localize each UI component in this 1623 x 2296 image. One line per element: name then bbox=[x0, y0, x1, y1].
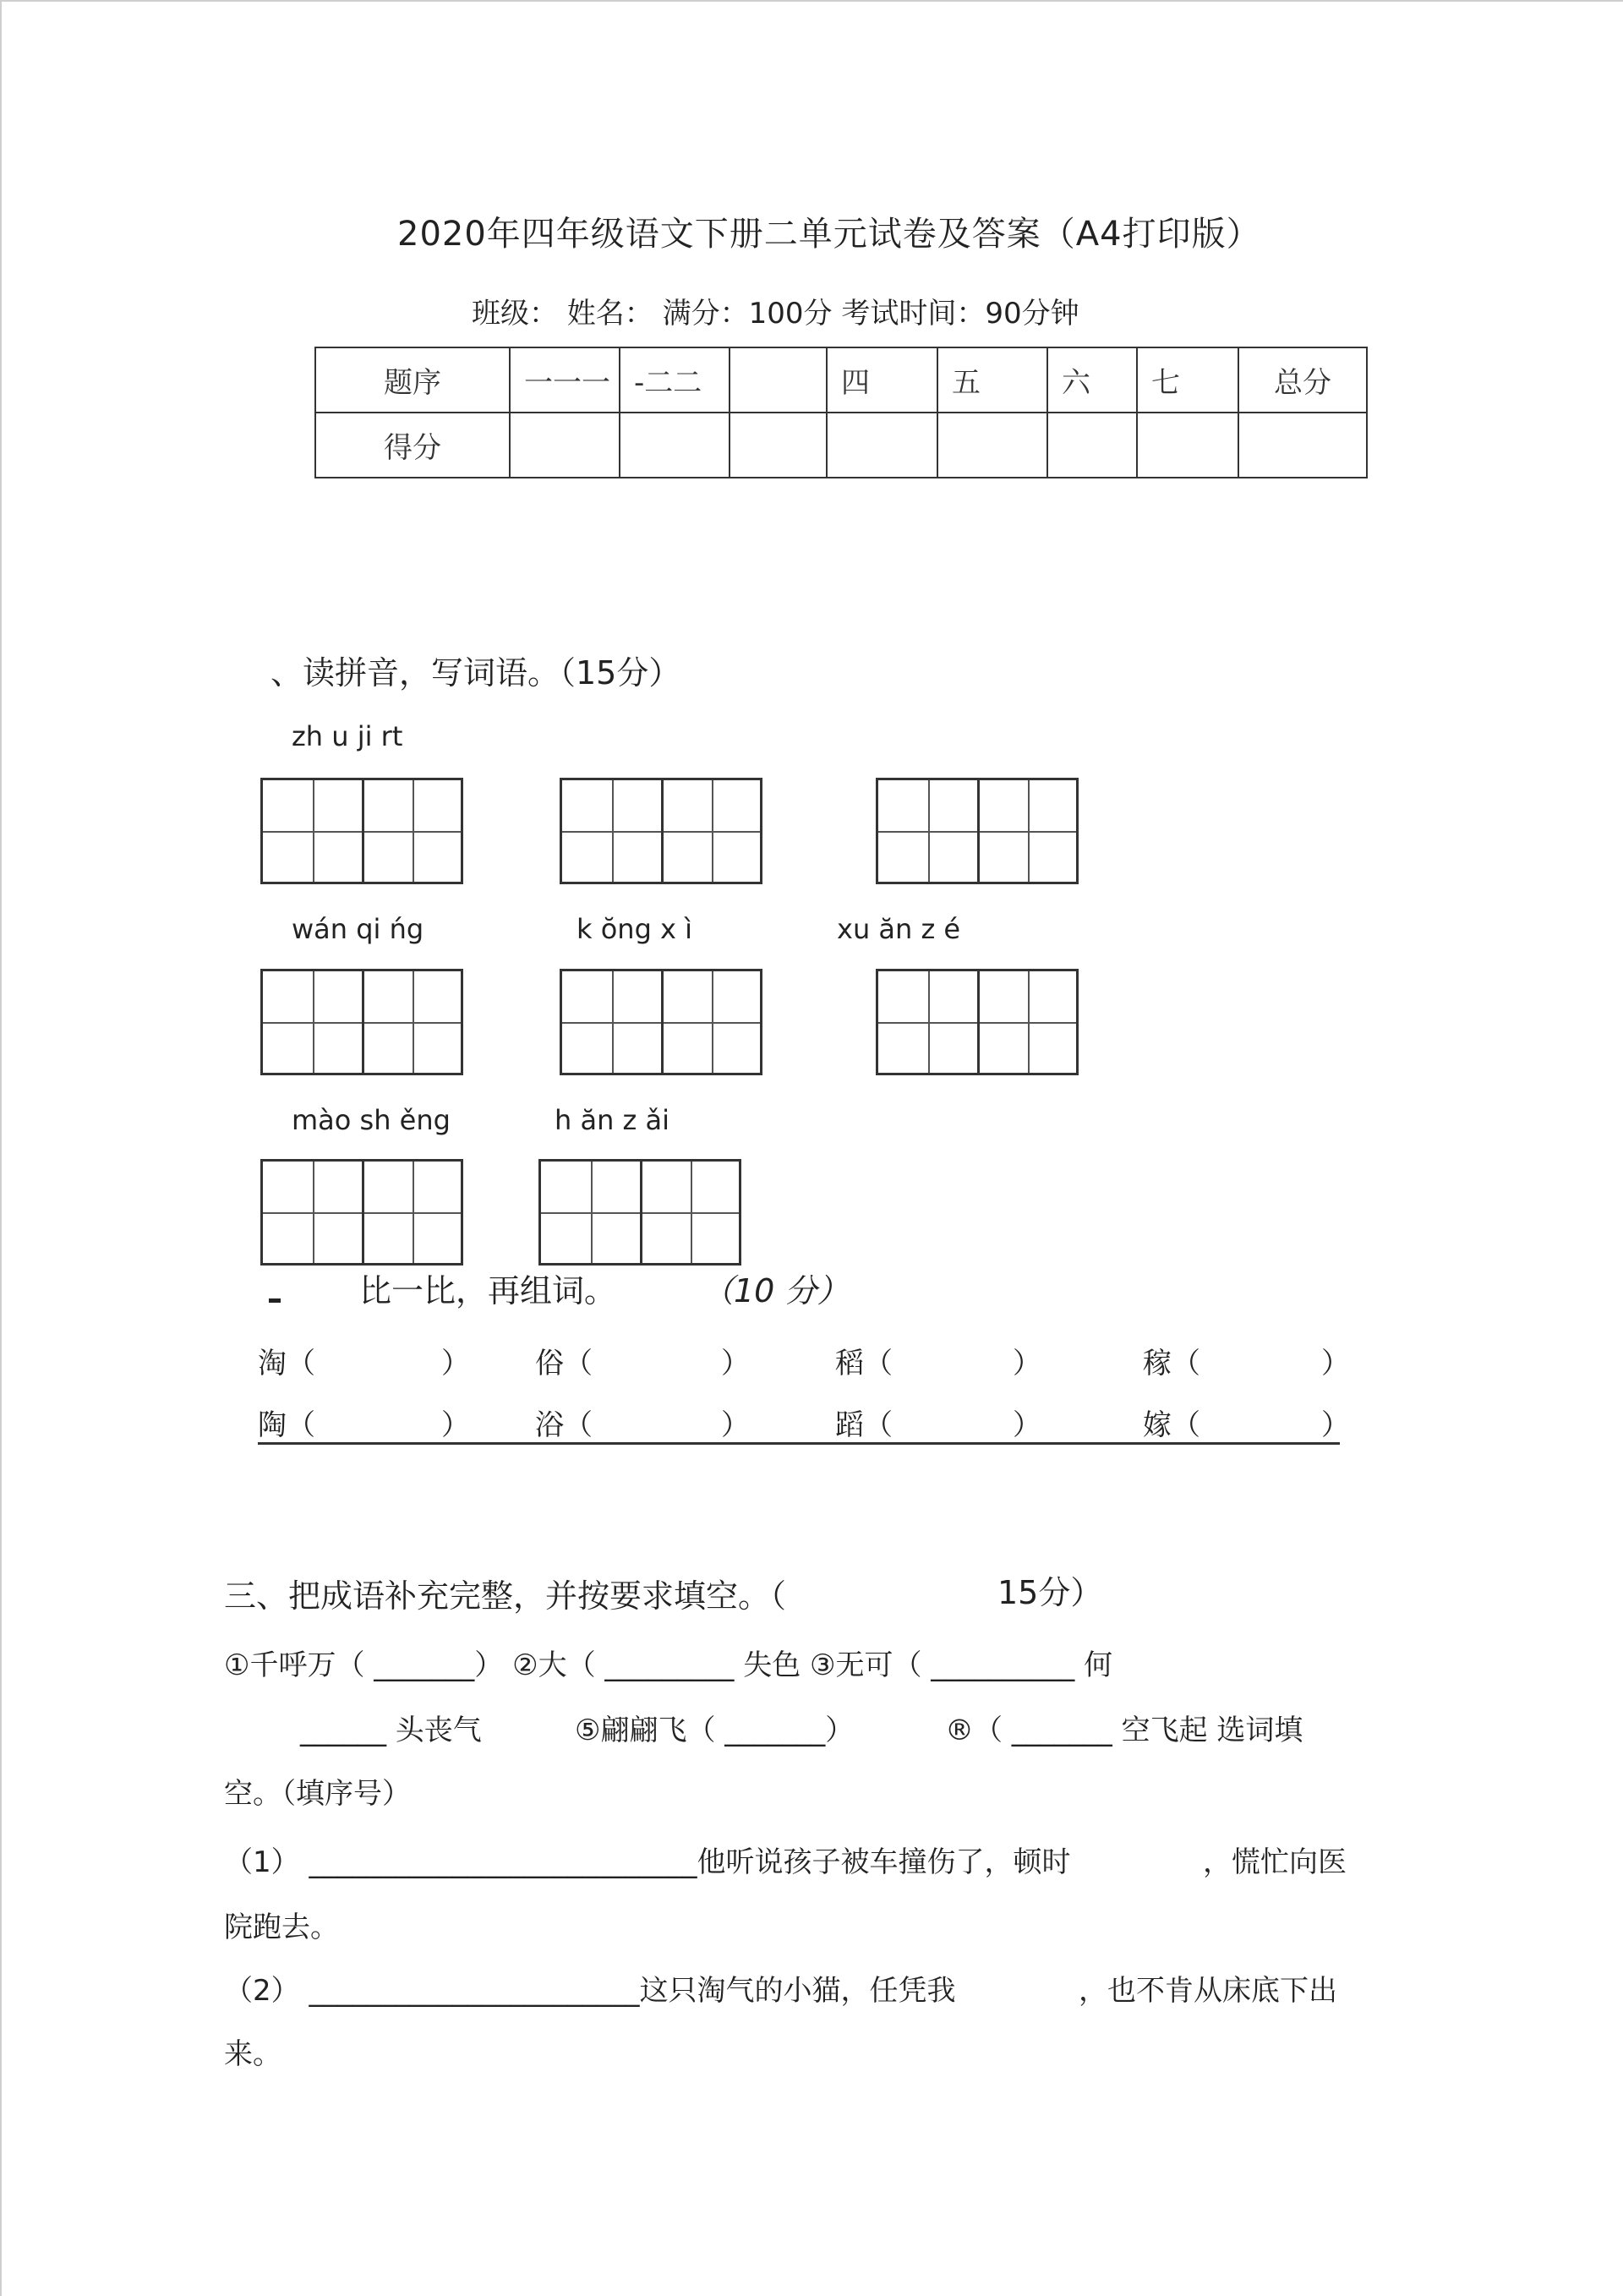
exam-info: 班级： 姓名： 满分：100分 考试时间：90分钟 bbox=[472, 297, 1079, 331]
writing-grid[interactable] bbox=[260, 1159, 463, 1266]
word-item: 蹈（ bbox=[835, 1408, 893, 1442]
table-cell: 四 bbox=[827, 347, 937, 413]
question-text: 院跑去。 bbox=[224, 1911, 339, 1944]
writing-grid[interactable] bbox=[560, 778, 762, 884]
table-cell: 一一一 bbox=[510, 347, 620, 413]
word-item: ） bbox=[721, 1347, 750, 1380]
instruction: 空。（填序号） bbox=[224, 1777, 411, 1811]
page-title: 2020年四年级语文下册二单元试卷及答案（A4打印版） bbox=[397, 215, 1261, 254]
question-text: 来。 bbox=[224, 2037, 281, 2071]
section3-points: 15分） bbox=[997, 1574, 1103, 1611]
writing-grid[interactable] bbox=[260, 778, 463, 884]
table-cell: 六 bbox=[1047, 347, 1137, 413]
idiom-line: ⑤翩翩飞（ _______） bbox=[575, 1714, 855, 1747]
table-cell[interactable] bbox=[730, 413, 827, 478]
pinyin-label: wán qi ńg bbox=[292, 913, 424, 945]
pinyin-label: k ŏng x ì bbox=[577, 913, 693, 945]
question-text: ，慌忙向医 bbox=[1203, 1845, 1347, 1879]
idiom-line: ______ 头丧气 bbox=[300, 1714, 482, 1747]
table-cell[interactable] bbox=[1047, 413, 1137, 478]
writing-grid[interactable] bbox=[260, 969, 463, 1075]
table-cell: -二二 bbox=[620, 347, 730, 413]
word-item: ） bbox=[441, 1347, 470, 1380]
table-cell[interactable] bbox=[620, 413, 730, 478]
table-cell[interactable] bbox=[937, 413, 1047, 478]
question-text: （1） ___________________________他听说孩子被车撞伤了，顿时 bbox=[224, 1845, 1071, 1879]
writing-grid[interactable] bbox=[560, 969, 762, 1075]
table-cell: 题序 bbox=[315, 347, 510, 413]
word-item: 稻（ bbox=[835, 1347, 893, 1380]
writing-grid[interactable] bbox=[876, 778, 1079, 884]
table-row bbox=[315, 413, 1367, 478]
word-item: 陶（ bbox=[258, 1408, 315, 1442]
word-item: 嫁（ bbox=[1143, 1408, 1200, 1442]
word-item: 浴（ bbox=[535, 1408, 593, 1442]
word-item: 俗（ bbox=[535, 1347, 593, 1380]
table-cell: 七 bbox=[1137, 347, 1238, 413]
question-text: ，也不肯从床底下出 bbox=[1079, 1974, 1337, 2008]
idiom-line: ①千呼万（ _______） ②大（ _________ 失色 ③无可（ __________ 何 bbox=[224, 1648, 1113, 1682]
table-cell: 得分 bbox=[315, 413, 510, 478]
word-item: ） bbox=[1321, 1347, 1350, 1380]
writing-grid[interactable] bbox=[876, 969, 1079, 1075]
word-item: 稼（ bbox=[1143, 1347, 1200, 1380]
section2-heading: 比一比，再组词。 bbox=[359, 1272, 617, 1309]
section1-heading: 、读拼音，写词语。（15分） bbox=[270, 654, 681, 692]
section-number-mark bbox=[269, 1298, 281, 1303]
score-table bbox=[314, 347, 1368, 478]
word-item: ） bbox=[721, 1408, 750, 1442]
table-cell[interactable] bbox=[1238, 413, 1367, 478]
question-text: （2） _______________________这只淘气的小猫，任凭我 bbox=[224, 1974, 956, 2008]
writing-grid[interactable] bbox=[538, 1159, 741, 1266]
section-divider bbox=[258, 1442, 1340, 1445]
word-item: ） bbox=[1321, 1408, 1350, 1442]
pinyin-label: xu ăn z é bbox=[837, 913, 961, 945]
table-cell[interactable] bbox=[510, 413, 620, 478]
pinyin-label: zh u ji rt bbox=[292, 720, 403, 752]
section2-points: （10 分） bbox=[702, 1272, 850, 1309]
table-row bbox=[315, 347, 1367, 413]
table-cell: 总分 bbox=[1238, 347, 1367, 413]
pinyin-label: mào sh ěng bbox=[292, 1104, 451, 1136]
word-item: ） bbox=[441, 1408, 470, 1442]
table-cell[interactable] bbox=[827, 413, 937, 478]
word-item: ） bbox=[1013, 1347, 1041, 1380]
word-item: ） bbox=[1013, 1408, 1041, 1442]
word-item: 淘（ bbox=[258, 1347, 315, 1380]
idiom-line: ®（ _______ 空飞起 选词填 bbox=[945, 1714, 1303, 1747]
pinyin-label: h ăn z ǎi bbox=[555, 1104, 669, 1136]
section3-heading: 三、把成语补充完整，并按要求填空。（ bbox=[224, 1577, 787, 1615]
table-cell: 五 bbox=[937, 347, 1047, 413]
table-cell bbox=[730, 347, 827, 413]
table-cell[interactable] bbox=[1137, 413, 1238, 478]
